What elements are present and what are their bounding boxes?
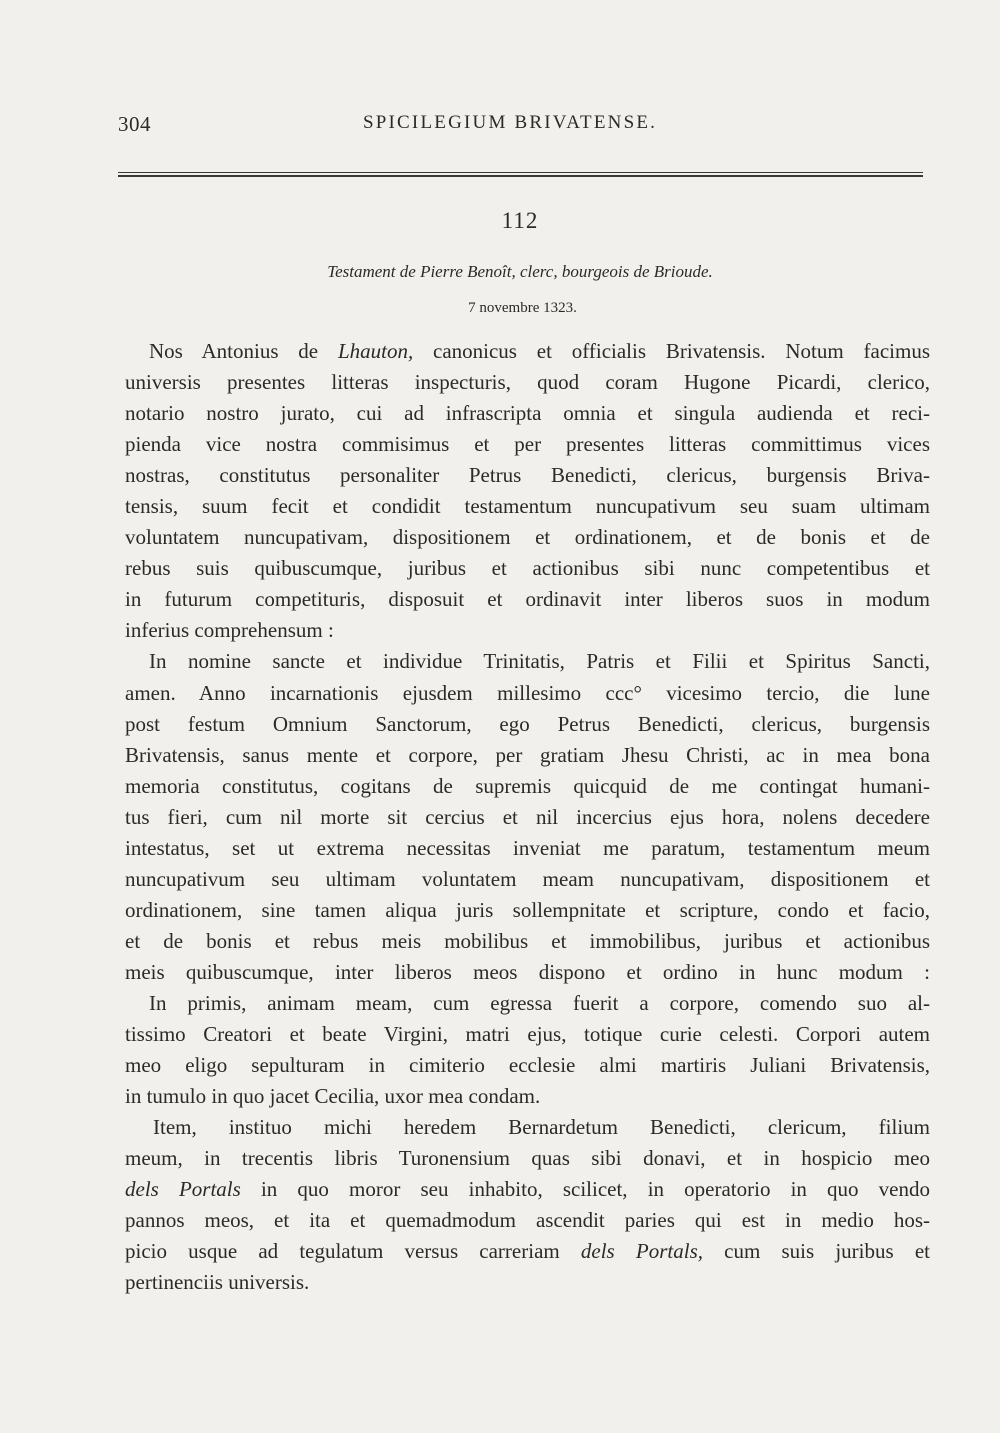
text-line: amen. Anno incarnationis ejusdem millesimo ccc° vicesimo tercio, die lune xyxy=(125,680,930,705)
text-line: In primis, animam meam, cum egressa fuerit a corpore, comendo suo al- xyxy=(149,990,930,1015)
text-line: in futurum competituris, disposuit et ordinavit inter liberos suos in modum xyxy=(125,587,930,612)
text-line: notario nostro jurato, cui ad infrascripta omnia et singula audienda et reci- xyxy=(125,401,930,426)
header-rule-thick xyxy=(118,175,923,177)
text-line: pannos meos, et ita et quemadmodum ascendit paries qui est in medio hos- xyxy=(125,1208,930,1233)
text-line: In nomine sancte et individue Trinitatis, Patris et Filii et Spiritus Sancti, xyxy=(149,649,930,674)
text-line: voluntatem nuncupativam, dispositionem et ordinationem, et de bonis et de xyxy=(125,525,930,550)
text-line: Brivatensis, sanus mente et corpore, per gratiam Jhesu Christi, ac in mea bona xyxy=(125,742,930,767)
text-line xyxy=(125,336,930,367)
text-line: Item, instituo michi heredem Bernardetum Benedicti, clericum, filium xyxy=(153,1115,930,1140)
text-line: universis presentes litteras inspecturis, quod coram Hugone Picardi, clerico, xyxy=(125,370,930,395)
running-title: SPICILEGIUM BRIVATENSE. xyxy=(363,112,658,133)
document-title: Testament de Pierre Benoît, clerc, bourgeois de Brioude. xyxy=(327,262,713,281)
italic-segment: Lhauton, xyxy=(337,339,414,363)
text-line: tensis, suum fecit et condidit testamentum nuncupativum seu suam ultimam xyxy=(125,494,930,519)
text-line: et de bonis et rebus meis mobilibus et immobilibus, juribus et actionibus xyxy=(125,928,930,953)
text-line: in tumulo in quo jacet Cecilia, uxor mea condam. xyxy=(125,1084,541,1109)
header-rule-thin xyxy=(118,172,923,173)
text-segment: cum suis juribus et xyxy=(703,1239,930,1264)
document-number: 112 xyxy=(501,208,539,233)
page-number: 304 xyxy=(118,112,151,136)
text-line: memoria constitutus, cogitans de supremis quicquid de me contingat humani- xyxy=(125,773,930,798)
text-line: post festum Omnium Sanctorum, ego Petrus Benedicti, clericus, burgensis xyxy=(125,711,930,736)
text-line: rebus suis quibuscumque, juribus et actionibus sibi nunc competentibus et xyxy=(125,556,930,581)
document-date: 7 novembre 1323. xyxy=(468,300,577,316)
text-line: pienda vice nostra commisimus et per presentes litteras committimus vices xyxy=(125,432,930,457)
text-segment: picio usque ad tegulatum versus carreriam xyxy=(125,1239,581,1264)
text-line: nostras, constitutus personaliter Petrus Benedicti, clericus, burgensis Briva- xyxy=(125,463,930,488)
text-line xyxy=(125,1174,930,1205)
text-segment: in quo moror seu inhabito, scilicet, in operatorio in quo vendo xyxy=(240,1177,930,1202)
text-line: inferius comprehensum : xyxy=(125,618,334,643)
running-head xyxy=(118,112,928,144)
text-line: meo eligo sepulturam in cimiterio ecclesie almi martiris Juliani Brivatensis, xyxy=(125,1053,930,1078)
text-segment: canonicus et officialis Brivatensis. Notum facimus xyxy=(413,339,930,363)
text-line: tissimo Creatori et beate Virgini, matri ejus, totique curie celesti. Corpori autem xyxy=(125,1022,930,1047)
text-line: ordinationem, sine tamen aliqua juris sollempnitate et scripture, condo et facio, xyxy=(125,897,930,922)
text-line: intestatus, set ut extrema necessitas inveniat me paratum, testamentum meum xyxy=(125,835,930,860)
text-line: meis quibuscumque, inter liberos meos dispono et ordino in hunc modum : xyxy=(125,959,930,984)
text-line xyxy=(125,1236,930,1267)
text-segment: Nos Antonius de xyxy=(149,339,338,363)
text-line: meum, in trecentis libris Turonensium quas sibi donavi, et in hospicio meo xyxy=(125,1146,930,1171)
italic-segment: dels Portals, xyxy=(580,1239,703,1264)
text-line: tus fieri, cum nil morte sit cercius et nil incercius ejus hora, nolens decedere xyxy=(125,804,930,829)
italic-segment: dels Portals xyxy=(125,1177,241,1202)
text-line: pertinenciis universis. xyxy=(125,1270,310,1295)
document-body xyxy=(125,336,930,1298)
text-line: nuncupativum seu ultimam voluntatem meam nuncupativam, dispositionem et xyxy=(125,866,930,891)
